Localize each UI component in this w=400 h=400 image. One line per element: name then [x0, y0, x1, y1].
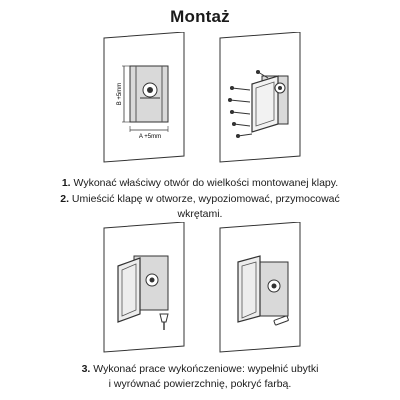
- step-2-instruction-cont: wkrętami.: [177, 207, 223, 220]
- access-panel-door: [118, 258, 140, 322]
- putty-knife-icon: [160, 314, 168, 322]
- figure-finishing: [100, 222, 196, 354]
- step-2-instruction: Umieścić klapę w otworze, wypoziomować, przymocować: [71, 193, 340, 205]
- step-3-number: 3.: [81, 363, 91, 375]
- step-3-instruction: Wykonać prace wykończeniowe: wypełnić ubytki: [93, 363, 319, 375]
- step-3-text: [0, 362, 400, 391]
- figure-finished-panel: [212, 222, 312, 354]
- page-title: Montaż: [170, 7, 230, 26]
- step-2-number: 2.: [60, 193, 69, 205]
- step-1-number: 1.: [61, 177, 71, 189]
- step-1-text: [0, 176, 400, 191]
- step-2-text: [0, 192, 400, 221]
- height-dimension-label: B +5mm: [117, 82, 123, 106]
- figure-opening-dimensions: [100, 32, 196, 164]
- step-1-instruction: Wykonać właściwy otwór do wielkości montowanej klapy.: [73, 177, 339, 189]
- figure-screw-mounting: [212, 32, 312, 164]
- width-dimension-label: A +5mm: [138, 134, 162, 140]
- access-panel-door: [238, 256, 260, 322]
- step-3-instruction-cont: i wyrównać powierzchnię, pokryć farbą.: [108, 377, 292, 390]
